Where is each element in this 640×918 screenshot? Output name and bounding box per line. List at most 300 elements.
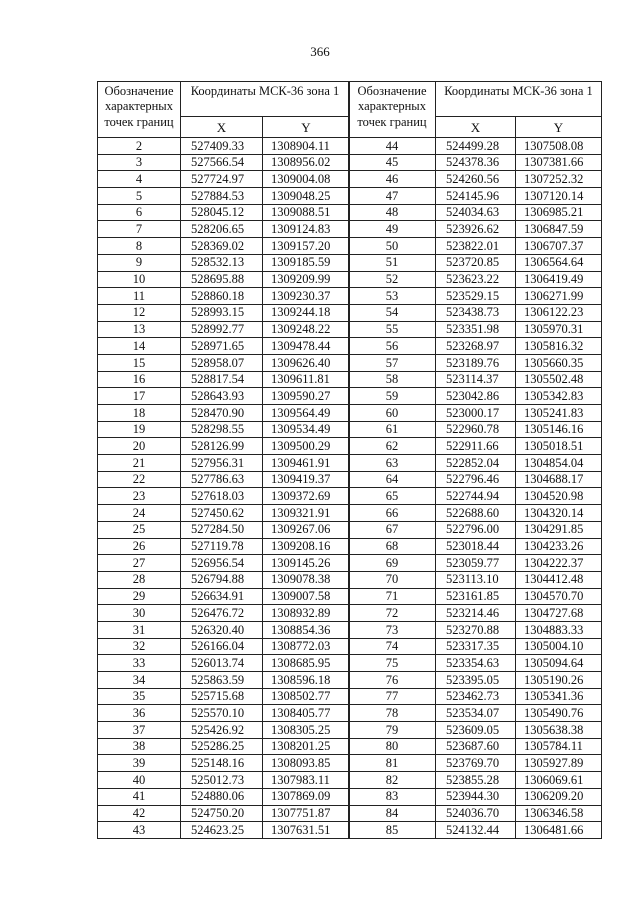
y-coordinate-cell: 1306481.66: [516, 822, 602, 839]
x-coordinate-cell: 523609.05: [436, 722, 516, 739]
y-coordinate-cell: 1305241.83: [516, 405, 602, 422]
y-coordinate-cell: 1309248.22: [263, 321, 350, 338]
x-coordinate-cell: 526476.72: [181, 605, 263, 622]
y-coordinate-cell: 1308405.77: [263, 705, 350, 722]
y-coordinate-cell: 1304727.68: [516, 605, 602, 622]
y-coordinate-cell: 1305018.51: [516, 438, 602, 455]
y-coordinate-cell: 1305341.36: [516, 688, 602, 705]
y-coordinate-cell: 1305490.76: [516, 705, 602, 722]
y-coordinate-cell: 1304233.26: [516, 538, 602, 555]
y-coordinate-cell: 1306564.64: [516, 254, 602, 271]
x-coordinate-cell: 527724.97: [181, 171, 263, 188]
table-row: [349, 405, 602, 422]
table-row: [98, 621, 350, 638]
table-row: [98, 354, 350, 371]
point-number-cell: 54: [349, 304, 436, 321]
point-number-cell: 63: [349, 455, 436, 472]
point-number-cell: 30: [98, 605, 181, 622]
x-coordinate-cell: 523769.70: [436, 755, 516, 772]
point-number-cell: 81: [349, 755, 436, 772]
table-row: [349, 455, 602, 472]
x-coordinate-cell: 523623.22: [436, 271, 516, 288]
y-coordinate-cell: 1305927.89: [516, 755, 602, 772]
y-coordinate-cell: 1309611.81: [263, 371, 350, 388]
x-column-header: X: [436, 117, 516, 138]
table-row: [349, 655, 602, 672]
y-coordinate-cell: 1309078.38: [263, 571, 350, 588]
y-coordinate-cell: 1309007.58: [263, 588, 350, 605]
table-row: [349, 188, 602, 205]
x-coordinate-cell: 525012.73: [181, 772, 263, 789]
x-coordinate-cell: 522960.78: [436, 421, 516, 438]
table-row: [98, 288, 350, 305]
y-column-header: Y: [516, 117, 602, 138]
y-column-header: Y: [263, 117, 350, 138]
x-coordinate-cell: 526320.40: [181, 621, 263, 638]
table-row: [349, 138, 602, 155]
x-coordinate-cell: 524499.28: [436, 138, 516, 155]
x-coordinate-cell: 523317.35: [436, 638, 516, 655]
x-coordinate-cell: 524034.63: [436, 204, 516, 221]
table-row: [98, 405, 350, 422]
point-number-cell: 7: [98, 221, 181, 238]
table-row: [349, 288, 602, 305]
table-row: [349, 154, 602, 171]
point-number-cell: 10: [98, 271, 181, 288]
y-coordinate-cell: 1308685.95: [263, 655, 350, 672]
table-row: [349, 605, 602, 622]
point-number-cell: 27: [98, 555, 181, 572]
point-number-cell: 85: [349, 822, 436, 839]
table-row: [349, 755, 602, 772]
table-row: [349, 421, 602, 438]
y-coordinate-cell: 1304688.17: [516, 471, 602, 488]
y-coordinate-cell: 1309478.44: [263, 338, 350, 355]
y-coordinate-cell: 1306419.49: [516, 271, 602, 288]
table-row: [349, 538, 602, 555]
point-number-cell: 50: [349, 238, 436, 255]
x-coordinate-cell: 522744.94: [436, 488, 516, 505]
x-coordinate-cell: 527409.33: [181, 138, 263, 155]
x-coordinate-cell: 522911.66: [436, 438, 516, 455]
y-coordinate-cell: 1305342.83: [516, 388, 602, 405]
table-row: [349, 471, 602, 488]
point-designation-header: Обозначение характерных точек границ: [349, 82, 436, 138]
y-coordinate-cell: 1308956.02: [263, 154, 350, 171]
x-coordinate-cell: 528860.18: [181, 288, 263, 305]
table-row: [98, 321, 350, 338]
y-coordinate-cell: 1305970.31: [516, 321, 602, 338]
y-coordinate-cell: 1309534.49: [263, 421, 350, 438]
point-number-cell: 51: [349, 254, 436, 271]
x-coordinate-cell: 523018.44: [436, 538, 516, 555]
x-coordinate-cell: 525863.59: [181, 672, 263, 689]
x-coordinate-cell: 527786.63: [181, 471, 263, 488]
point-number-cell: 52: [349, 271, 436, 288]
x-coordinate-cell: 523687.60: [436, 738, 516, 755]
x-coordinate-cell: 524132.44: [436, 822, 516, 839]
x-coordinate-cell: 524036.70: [436, 805, 516, 822]
y-coordinate-cell: 1309004.08: [263, 171, 350, 188]
point-number-cell: 3: [98, 154, 181, 171]
point-number-cell: 4: [98, 171, 181, 188]
point-number-cell: 23: [98, 488, 181, 505]
x-coordinate-cell: 523534.07: [436, 705, 516, 722]
point-number-cell: 14: [98, 338, 181, 355]
point-number-cell: 83: [349, 788, 436, 805]
table-row: [349, 304, 602, 321]
table-row: [98, 538, 350, 555]
x-coordinate-cell: 523395.05: [436, 672, 516, 689]
table-row: [349, 822, 602, 839]
table-row: [98, 571, 350, 588]
point-number-cell: 34: [98, 672, 181, 689]
point-number-cell: 43: [98, 822, 181, 839]
table-row: [98, 221, 350, 238]
table-row: [98, 521, 350, 538]
x-coordinate-cell: 527284.50: [181, 521, 263, 538]
table-row: [98, 338, 350, 355]
point-number-cell: 45: [349, 154, 436, 171]
y-coordinate-cell: 1308093.85: [263, 755, 350, 772]
y-coordinate-cell: 1307252.32: [516, 171, 602, 188]
table-row: [349, 221, 602, 238]
x-coordinate-cell: 522796.00: [436, 521, 516, 538]
table-row: [98, 154, 350, 171]
point-number-cell: 17: [98, 388, 181, 405]
point-number-cell: 24: [98, 505, 181, 522]
y-coordinate-cell: 1308305.25: [263, 722, 350, 739]
x-coordinate-cell: 523720.85: [436, 254, 516, 271]
table-row: [98, 688, 350, 705]
x-coordinate-cell: 526956.54: [181, 555, 263, 572]
y-coordinate-cell: 1304520.98: [516, 488, 602, 505]
point-number-cell: 74: [349, 638, 436, 655]
table-body-left: [98, 138, 350, 839]
y-coordinate-cell: 1309372.69: [263, 488, 350, 505]
point-number-cell: 65: [349, 488, 436, 505]
point-number-cell: 8: [98, 238, 181, 255]
x-coordinate-cell: 523214.46: [436, 605, 516, 622]
y-coordinate-cell: 1305660.35: [516, 354, 602, 371]
point-number-cell: 57: [349, 354, 436, 371]
table-row: [349, 338, 602, 355]
y-coordinate-cell: 1306707.37: [516, 238, 602, 255]
x-coordinate-cell: 528369.02: [181, 238, 263, 255]
y-coordinate-cell: 1309419.37: [263, 471, 350, 488]
table-row: [349, 505, 602, 522]
x-coordinate-cell: 523944.30: [436, 788, 516, 805]
table-row: [349, 588, 602, 605]
x-coordinate-cell: 523268.97: [436, 338, 516, 355]
x-coordinate-cell: 523822.01: [436, 238, 516, 255]
point-number-cell: 36: [98, 705, 181, 722]
table-row: [98, 805, 350, 822]
x-coordinate-cell: 524260.56: [436, 171, 516, 188]
y-coordinate-cell: 1309626.40: [263, 354, 350, 371]
table-row: [98, 822, 350, 839]
x-coordinate-cell: 528045.12: [181, 204, 263, 221]
point-number-cell: 61: [349, 421, 436, 438]
y-coordinate-cell: 1307120.14: [516, 188, 602, 205]
point-number-cell: 6: [98, 204, 181, 221]
x-coordinate-cell: 523438.73: [436, 304, 516, 321]
y-coordinate-cell: 1309209.99: [263, 271, 350, 288]
x-coordinate-cell: 523189.76: [436, 354, 516, 371]
table-row: [349, 371, 602, 388]
x-coordinate-cell: 528695.88: [181, 271, 263, 288]
point-number-cell: 79: [349, 722, 436, 739]
point-number-cell: 15: [98, 354, 181, 371]
x-coordinate-cell: 523059.77: [436, 555, 516, 572]
x-coordinate-cell: 524145.96: [436, 188, 516, 205]
x-coordinate-cell: 528643.93: [181, 388, 263, 405]
y-coordinate-cell: 1306985.21: [516, 204, 602, 221]
table-row: [349, 204, 602, 221]
x-coordinate-cell: 525426.92: [181, 722, 263, 739]
point-number-cell: 78: [349, 705, 436, 722]
point-number-cell: 76: [349, 672, 436, 689]
point-number-cell: 67: [349, 521, 436, 538]
table-row: [349, 672, 602, 689]
y-coordinate-cell: 1306271.99: [516, 288, 602, 305]
y-coordinate-cell: 1309088.51: [263, 204, 350, 221]
table-row: [98, 438, 350, 455]
y-coordinate-cell: 1308596.18: [263, 672, 350, 689]
y-coordinate-cell: 1305004.10: [516, 638, 602, 655]
point-number-cell: 19: [98, 421, 181, 438]
x-coordinate-cell: 528992.77: [181, 321, 263, 338]
point-number-cell: 48: [349, 204, 436, 221]
y-coordinate-cell: 1306209.20: [516, 788, 602, 805]
table-row: [98, 772, 350, 789]
point-number-cell: 56: [349, 338, 436, 355]
x-coordinate-cell: 522796.46: [436, 471, 516, 488]
table-row: [98, 638, 350, 655]
x-coordinate-cell: 523529.15: [436, 288, 516, 305]
table-row: [98, 371, 350, 388]
point-number-cell: 11: [98, 288, 181, 305]
point-number-cell: 60: [349, 405, 436, 422]
y-coordinate-cell: 1304222.37: [516, 555, 602, 572]
table-row: [349, 805, 602, 822]
table-row: [349, 271, 602, 288]
point-number-cell: 58: [349, 371, 436, 388]
point-number-cell: 29: [98, 588, 181, 605]
x-coordinate-cell: 527618.03: [181, 488, 263, 505]
y-coordinate-cell: 1305094.64: [516, 655, 602, 672]
y-coordinate-cell: 1305190.26: [516, 672, 602, 689]
table-row: [98, 254, 350, 271]
point-number-cell: 37: [98, 722, 181, 739]
table-row: [98, 188, 350, 205]
y-coordinate-cell: 1304412.48: [516, 571, 602, 588]
table-row: [349, 772, 602, 789]
x-coordinate-cell: 524623.25: [181, 822, 263, 839]
point-number-cell: 28: [98, 571, 181, 588]
point-number-cell: 72: [349, 605, 436, 622]
point-number-cell: 44: [349, 138, 436, 155]
table-row: [349, 621, 602, 638]
point-number-cell: 33: [98, 655, 181, 672]
table-row: [349, 571, 602, 588]
x-coordinate-cell: 523926.62: [436, 221, 516, 238]
y-coordinate-cell: 1307508.08: [516, 138, 602, 155]
y-coordinate-cell: 1309500.29: [263, 438, 350, 455]
point-number-cell: 70: [349, 571, 436, 588]
x-coordinate-cell: 524880.06: [181, 788, 263, 805]
x-coordinate-cell: 525148.16: [181, 755, 263, 772]
point-number-cell: 9: [98, 254, 181, 271]
x-coordinate-cell: 523114.37: [436, 371, 516, 388]
y-coordinate-cell: 1305502.48: [516, 371, 602, 388]
y-coordinate-cell: 1309124.83: [263, 221, 350, 238]
y-coordinate-cell: 1304320.14: [516, 505, 602, 522]
table-row: [98, 655, 350, 672]
y-coordinate-cell: 1305816.32: [516, 338, 602, 355]
point-number-cell: 55: [349, 321, 436, 338]
point-number-cell: 21: [98, 455, 181, 472]
x-coordinate-cell: 527119.78: [181, 538, 263, 555]
x-coordinate-cell: 525715.68: [181, 688, 263, 705]
x-coordinate-cell: 528470.90: [181, 405, 263, 422]
table-row: [349, 521, 602, 538]
point-number-cell: 84: [349, 805, 436, 822]
table-row: [349, 254, 602, 271]
y-coordinate-cell: 1309244.18: [263, 304, 350, 321]
coordinates-table-left: [97, 81, 350, 839]
table-row: [349, 788, 602, 805]
y-coordinate-cell: 1306069.61: [516, 772, 602, 789]
y-coordinate-cell: 1305638.38: [516, 722, 602, 739]
x-coordinate-cell: 528298.55: [181, 421, 263, 438]
y-coordinate-cell: 1307869.09: [263, 788, 350, 805]
x-coordinate-cell: 526634.91: [181, 588, 263, 605]
x-coordinate-cell: 527884.53: [181, 188, 263, 205]
table-row: [349, 438, 602, 455]
point-designation-header: Обозначение характерных точек границ: [98, 82, 181, 138]
point-number-cell: 35: [98, 688, 181, 705]
coordinates-system-header: Координаты МСК-36 зона 1: [181, 82, 350, 117]
y-coordinate-cell: 1306346.58: [516, 805, 602, 822]
table-row: [349, 354, 602, 371]
x-coordinate-cell: 527956.31: [181, 455, 263, 472]
point-number-cell: 68: [349, 538, 436, 555]
point-number-cell: 31: [98, 621, 181, 638]
x-coordinate-cell: 528958.07: [181, 354, 263, 371]
point-number-cell: 40: [98, 772, 181, 789]
table-row: [98, 204, 350, 221]
page-number: 366: [310, 44, 330, 59]
x-coordinate-cell: 527566.54: [181, 154, 263, 171]
y-coordinate-cell: 1307751.87: [263, 805, 350, 822]
table-row: [98, 505, 350, 522]
point-number-cell: 64: [349, 471, 436, 488]
x-column-header: X: [181, 117, 263, 138]
table-row: [349, 738, 602, 755]
table-row: [349, 321, 602, 338]
x-coordinate-cell: 523270.88: [436, 621, 516, 638]
x-coordinate-cell: 526013.74: [181, 655, 263, 672]
y-coordinate-cell: 1309145.26: [263, 555, 350, 572]
y-coordinate-cell: 1306122.23: [516, 304, 602, 321]
x-coordinate-cell: 528532.13: [181, 254, 263, 271]
point-number-cell: 32: [98, 638, 181, 655]
point-number-cell: 62: [349, 438, 436, 455]
table-row: [98, 488, 350, 505]
y-coordinate-cell: 1304291.85: [516, 521, 602, 538]
table-row: [349, 722, 602, 739]
y-coordinate-cell: 1309230.37: [263, 288, 350, 305]
table-row: [98, 171, 350, 188]
table-row: [98, 304, 350, 321]
y-coordinate-cell: 1304854.04: [516, 455, 602, 472]
x-coordinate-cell: 523161.85: [436, 588, 516, 605]
y-coordinate-cell: 1308854.36: [263, 621, 350, 638]
x-coordinate-cell: 524378.36: [436, 154, 516, 171]
table-row: [98, 588, 350, 605]
table-row: [98, 238, 350, 255]
point-number-cell: 47: [349, 188, 436, 205]
table-row: [98, 755, 350, 772]
table-row: [349, 688, 602, 705]
point-number-cell: 5: [98, 188, 181, 205]
y-coordinate-cell: 1305784.11: [516, 738, 602, 755]
y-coordinate-cell: 1309267.06: [263, 521, 350, 538]
table-row: [98, 271, 350, 288]
table-row: [98, 605, 350, 622]
x-coordinate-cell: 524750.20: [181, 805, 263, 822]
x-coordinate-cell: 523462.73: [436, 688, 516, 705]
y-coordinate-cell: 1309157.20: [263, 238, 350, 255]
table-row: [349, 705, 602, 722]
point-number-cell: 18: [98, 405, 181, 422]
point-number-cell: 12: [98, 304, 181, 321]
table-row: [98, 788, 350, 805]
y-coordinate-cell: 1308201.25: [263, 738, 350, 755]
point-number-cell: 46: [349, 171, 436, 188]
point-number-cell: 22: [98, 471, 181, 488]
table-body-right: [349, 138, 602, 839]
point-number-cell: 26: [98, 538, 181, 555]
point-number-cell: 20: [98, 438, 181, 455]
point-number-cell: 82: [349, 772, 436, 789]
y-coordinate-cell: 1309208.16: [263, 538, 350, 555]
point-number-cell: 71: [349, 588, 436, 605]
y-coordinate-cell: 1308502.77: [263, 688, 350, 705]
y-coordinate-cell: 1308904.11: [263, 138, 350, 155]
point-number-cell: 42: [98, 805, 181, 822]
x-coordinate-cell: 523855.28: [436, 772, 516, 789]
table-row: [98, 722, 350, 739]
point-number-cell: 75: [349, 655, 436, 672]
x-coordinate-cell: 523042.86: [436, 388, 516, 405]
x-coordinate-cell: 527450.62: [181, 505, 263, 522]
table-row: [349, 638, 602, 655]
table-row: [98, 388, 350, 405]
point-number-cell: 13: [98, 321, 181, 338]
table-row: [98, 455, 350, 472]
table-row: [98, 555, 350, 572]
x-coordinate-cell: 528817.54: [181, 371, 263, 388]
point-number-cell: 49: [349, 221, 436, 238]
point-number-cell: 16: [98, 371, 181, 388]
point-number-cell: 53: [349, 288, 436, 305]
y-coordinate-cell: 1307983.11: [263, 772, 350, 789]
x-coordinate-cell: 522688.60: [436, 505, 516, 522]
table-row: [349, 555, 602, 572]
table-row: [98, 705, 350, 722]
